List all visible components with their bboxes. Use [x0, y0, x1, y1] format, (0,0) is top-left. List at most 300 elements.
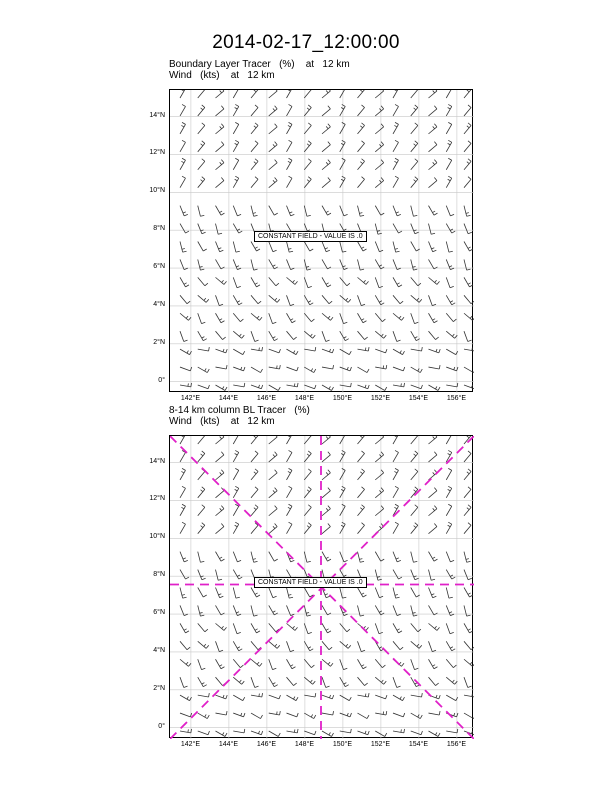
lat-tick-label: 0°: [158, 722, 165, 730]
wind-barb: [287, 641, 295, 651]
wind-barb: [393, 588, 400, 599]
wind-barb: [340, 713, 352, 717]
wind-barb: [340, 90, 346, 98]
wind-barb: [304, 713, 316, 719]
wind-barb: [216, 224, 223, 235]
wind-barb: [180, 522, 186, 534]
wind-barb: [464, 641, 474, 649]
wind-barb: [180, 641, 190, 649]
wind-barb: [216, 124, 224, 134]
wind-barb: [198, 141, 205, 152]
wind-barb: [180, 206, 188, 216]
wind-barb: [340, 383, 352, 387]
wind-barb: [446, 242, 453, 253]
wind-barb: [393, 206, 401, 216]
wind-barb: [393, 486, 399, 498]
wind-barb: [375, 659, 385, 667]
wind-barb: [322, 90, 330, 98]
wind-barb: [287, 383, 299, 387]
wind-barb: [198, 385, 210, 389]
wind-barb: [375, 470, 383, 480]
wind-barb: [287, 158, 293, 170]
wind-barb: [393, 552, 401, 562]
wind-barb: [198, 487, 205, 498]
wind-barb: [411, 605, 418, 616]
wind-barb: [393, 450, 399, 462]
wind-barb: [233, 277, 241, 287]
wind-barb: [446, 729, 458, 733]
lon-tick-label: 142°E: [180, 741, 201, 748]
wind-barb: [269, 142, 277, 152]
wind-barb: [464, 469, 471, 480]
wind-barb: [464, 105, 471, 116]
wind-barb: [269, 295, 280, 302]
wind-barb: [429, 124, 437, 134]
wind-barb: [429, 295, 437, 305]
wind-barb: [269, 711, 281, 715]
wind-barb: [340, 436, 346, 444]
wind-barb: [304, 588, 313, 598]
wind-barb: [180, 486, 186, 498]
wind-barb: [216, 623, 227, 630]
wind-barb: [269, 385, 281, 391]
wind-barb: [180, 588, 187, 599]
wind-barb: [216, 90, 224, 98]
wind-barb: [216, 524, 224, 534]
wind-barb: [375, 277, 383, 287]
wind-barb: [198, 277, 208, 285]
wind-barb: [251, 177, 258, 188]
wind-barb: [251, 385, 263, 389]
wind-barb: [180, 331, 188, 341]
wind-barb: [198, 523, 205, 534]
wind-barb: [304, 605, 311, 616]
wind-barb: [304, 347, 316, 351]
wind-barb: [411, 731, 423, 735]
wind-barb: [393, 90, 399, 98]
wind-barb: [393, 641, 403, 649]
wind-barb: [393, 158, 399, 170]
wind-barb: [429, 242, 437, 252]
wind-barb: [233, 713, 245, 717]
wind-barb: [446, 140, 452, 152]
wind-barb: [429, 623, 440, 630]
lon-tick-label: 142°E: [180, 395, 201, 402]
wind-barb: [393, 522, 399, 534]
wind-barb: [358, 505, 365, 516]
wind-barb: [375, 142, 383, 152]
wind-barb: [322, 242, 330, 252]
wind-barb: [464, 259, 471, 270]
wind-barb: [393, 367, 405, 371]
wind-barb: [340, 659, 348, 669]
wind-barb: [322, 349, 334, 353]
wind-barb: [287, 504, 293, 516]
wind-barb: [340, 623, 350, 631]
wind-barb: [304, 159, 311, 170]
wind-barb: [429, 259, 438, 269]
wind-barb: [269, 365, 281, 369]
wind-barb: [446, 436, 452, 444]
wind-barb: [322, 124, 330, 134]
wind-barb: [464, 451, 471, 462]
wind-barb: [304, 505, 311, 516]
wind-barb: [322, 206, 331, 216]
wind-barb: [216, 552, 225, 562]
wind-barb: [269, 124, 277, 134]
wind-barb: [358, 693, 370, 697]
wind-barb: [216, 488, 224, 498]
wind-barb: [216, 142, 224, 152]
lon-tick-label: 148°E: [294, 395, 315, 402]
wind-barb: [180, 659, 191, 666]
wind-barb: [304, 367, 316, 373]
lat-tick-label: 14°N: [149, 111, 165, 119]
wind-barb: [269, 605, 278, 615]
wind-barb: [269, 313, 277, 323]
wind-barb: [446, 570, 455, 580]
wind-barb: [216, 349, 228, 353]
wind-barb: [287, 486, 293, 498]
wind-barb: [233, 122, 239, 134]
wind-barb: [411, 123, 418, 134]
wind-barb: [411, 552, 418, 563]
wind-barb: [287, 176, 293, 188]
wind-barb: [251, 588, 260, 598]
wind-barb: [304, 331, 315, 338]
lon-tick-label: 150°E: [332, 741, 353, 748]
wind-barb: [322, 295, 332, 303]
wind-barb: [446, 522, 452, 534]
wind-barb: [198, 224, 206, 234]
wind-barb: [429, 452, 437, 462]
wind-barb: [322, 331, 330, 341]
wind-barb: [180, 224, 189, 234]
wind-barb: [411, 367, 423, 373]
wind-barb: [269, 349, 281, 353]
wind-barb: [464, 177, 471, 188]
wind-barb: [464, 505, 471, 516]
wind-barb: [429, 488, 437, 498]
wind-barb: [233, 486, 239, 498]
wind-barb: [411, 713, 423, 719]
wind-barb: [322, 488, 330, 498]
wind-barb: [304, 693, 316, 697]
wind-barb: [340, 367, 352, 371]
wind-barb: [358, 347, 370, 351]
wind-barb: [375, 488, 383, 498]
wind-barb: [446, 206, 454, 216]
wind-barb: [411, 313, 419, 323]
wind-barb: [251, 731, 263, 735]
panel1-wind-label: Wind: [169, 70, 192, 81]
wind-barb: [429, 385, 441, 391]
wind-barb: [322, 452, 330, 462]
wind-barb: [429, 470, 437, 480]
wind-barb: [464, 605, 471, 616]
wind-barb: [216, 588, 224, 598]
wind-barb: [251, 90, 258, 98]
wind-barb: [358, 659, 367, 669]
wind-barb: [322, 470, 330, 480]
wind-barb: [180, 277, 189, 287]
wind-barb: [411, 105, 418, 116]
wind-barb: [251, 141, 258, 152]
wind-barb: [393, 677, 401, 687]
wind-barb: [180, 122, 186, 134]
wind-barb: [322, 677, 330, 687]
wind-barb: [358, 105, 365, 116]
wind-barb: [233, 158, 239, 170]
wind-barb: [393, 436, 399, 444]
lon-tick-label: 148°E: [294, 741, 315, 748]
wind-barb: [233, 224, 242, 234]
wind-barb: [233, 729, 245, 733]
wind-barb: [233, 331, 244, 338]
wind-barb: [375, 124, 383, 134]
wind-barb: [251, 367, 263, 373]
wind-barb: [358, 277, 369, 284]
wind-barb: [464, 242, 473, 252]
lat-tick-label: 6°N: [153, 263, 165, 270]
wind-barb: [464, 713, 474, 719]
wind-barb: [180, 295, 190, 303]
wind-barb: [233, 659, 243, 667]
wind-barb: [358, 469, 365, 480]
wind-barb: [375, 178, 383, 188]
wind-barb: [287, 588, 294, 599]
wind-barb: [216, 106, 224, 116]
wind-barb: [358, 159, 365, 170]
wind-barb: [233, 140, 239, 152]
wind-barb: [393, 224, 402, 234]
wind-barb: [411, 385, 423, 389]
wind-barb: [198, 731, 210, 735]
wind-barb: [304, 259, 311, 270]
wind-barb: [304, 487, 311, 498]
wind-barb: [180, 436, 186, 444]
wind-barb: [322, 259, 331, 269]
wind-barb: [269, 452, 277, 462]
wind-barb: [429, 313, 438, 323]
wind-barb: [216, 259, 225, 269]
lon-tick-label: 150°E: [332, 395, 353, 402]
wind-barb: [446, 552, 454, 562]
wind-barb: [358, 713, 370, 719]
wind-barb: [375, 242, 383, 252]
wind-barb: [304, 295, 313, 305]
lon-tick-label: 152°E: [370, 395, 391, 402]
wind-barb: [340, 641, 351, 648]
wind-barb: [269, 178, 277, 188]
wind-barb: [429, 552, 438, 562]
wind-barb: [287, 367, 299, 371]
wind-barb: [446, 331, 457, 338]
wind-barb: [287, 522, 293, 534]
wind-barb: [358, 259, 365, 270]
wind-barb: [269, 277, 279, 285]
wind-barb: [216, 570, 223, 581]
wind-barb: [233, 176, 239, 188]
wind-barb: [446, 90, 452, 98]
wind-barb: [358, 552, 365, 563]
wind-barb: [180, 242, 187, 253]
wind-barb: [216, 470, 224, 480]
wind-barb: [233, 552, 241, 562]
wind-barb: [269, 506, 277, 516]
wind-barb: [269, 552, 278, 562]
wind-barb: [429, 659, 438, 669]
wind-barb: [358, 90, 365, 98]
wind-barb: [411, 90, 418, 98]
wind-barb: [216, 641, 224, 651]
wind-barb: [269, 677, 278, 687]
wind-barb: [375, 588, 383, 598]
wind-barb: [287, 206, 295, 216]
wind-barb: [198, 206, 205, 217]
wind-barb: [198, 159, 205, 170]
wind-barb: [411, 277, 421, 285]
wind-barb: [375, 106, 383, 116]
wind-barb: [340, 277, 350, 285]
wind-barb: [269, 206, 278, 216]
wind-barb: [251, 523, 258, 534]
wind-barb: [358, 385, 370, 389]
wind-barb: [304, 141, 311, 152]
wind-barb: [446, 367, 458, 371]
wind-barb: [216, 206, 225, 216]
wind-barb: [464, 123, 471, 134]
lat-tick-label: 2°N: [153, 338, 165, 346]
panel1-field-level: at 12 km: [305, 59, 350, 70]
wind-barb: [251, 206, 258, 217]
wind-barb: [429, 349, 441, 353]
wind-barb: [429, 506, 437, 516]
wind-barb: [287, 677, 297, 685]
wind-barb: [251, 259, 258, 270]
wind-barb: [251, 552, 258, 563]
wind-barb: [322, 623, 331, 633]
wind-barb: [269, 470, 277, 480]
wind-barb: [251, 159, 258, 170]
wind-barb: [233, 295, 242, 305]
wind-barb: [287, 104, 293, 116]
wind-barb: [411, 331, 420, 341]
wind-barb: [304, 659, 314, 667]
wind-barb: [251, 436, 258, 444]
wind-barb: [340, 468, 346, 480]
wind-barb: [446, 176, 452, 188]
wind-barb: [216, 506, 224, 516]
wind-barb: [429, 178, 437, 188]
wind-barb: [269, 106, 277, 116]
wind-barb: [464, 523, 471, 534]
wind-barb: [429, 731, 441, 737]
wind-barb: [411, 451, 418, 462]
wind-barb: [233, 588, 240, 599]
wind-barb: [304, 731, 316, 735]
wind-barb: [393, 295, 403, 303]
wind-barb: [429, 588, 437, 598]
wind-barb: [340, 158, 346, 170]
wind-barb: [358, 177, 365, 188]
wind-barb: [411, 505, 418, 516]
wind-barb: [340, 677, 349, 687]
wind-barb: [464, 295, 474, 303]
wind-barb: [251, 313, 262, 320]
panel1-wind-units: (kts): [200, 70, 220, 81]
wind-barb: [251, 242, 260, 252]
wind-barb: [411, 523, 418, 534]
wind-barb: [429, 90, 437, 98]
wind-barb: [287, 468, 293, 480]
wind-barb: [216, 160, 224, 170]
wind-barb: [304, 206, 311, 217]
wind-barb: [322, 178, 330, 188]
panel1-field-units: (%): [279, 59, 295, 70]
wind-barb: [429, 641, 437, 651]
wind-barb: [358, 331, 368, 339]
wind-barb: [464, 141, 471, 152]
wind-barb: [393, 695, 405, 701]
wind-barb: [216, 452, 224, 462]
wind-barb: [304, 313, 314, 321]
wind-barb: [216, 277, 227, 284]
wind-barb: [287, 242, 294, 253]
wind-barb: [233, 367, 245, 371]
wind-barb: [233, 436, 239, 444]
wind-barb: [287, 659, 296, 669]
wind-barb: [251, 693, 263, 697]
wind-barb: [411, 242, 420, 252]
wind-barb: [446, 277, 454, 287]
wind-barb: [358, 641, 366, 651]
wind-barb: [322, 695, 334, 699]
wind-barb: [304, 523, 311, 534]
wind-barb: [464, 367, 474, 373]
wind-barb: [446, 659, 456, 667]
wind-barb: [287, 90, 293, 98]
wind-barb: [304, 242, 313, 252]
wind-barb: [304, 177, 311, 188]
wind-barb: [358, 295, 366, 305]
wind-barb: [287, 729, 299, 733]
wind-barb: [233, 450, 239, 462]
panel1-wind-level: at 12 km: [230, 70, 275, 81]
wind-barb: [375, 552, 384, 562]
wind-barb: [375, 436, 383, 444]
wind-barb: [322, 552, 331, 562]
panel1-wind-title: [169, 70, 275, 81]
wind-barb: [269, 331, 278, 341]
wind-barb: [393, 383, 405, 387]
wind-barb: [233, 623, 241, 633]
wind-barb: [304, 123, 311, 134]
constant-field-label: CONSTANT FIELD - VALUE IS .0: [254, 577, 367, 588]
wind-barb: [464, 693, 474, 697]
wind-barb: [180, 383, 192, 387]
wind-barb: [429, 160, 437, 170]
wind-barb: [251, 623, 260, 633]
wind-barb: [216, 295, 224, 305]
wind-barb: [375, 295, 384, 305]
wind-barb: [233, 383, 245, 387]
lon-tick-label: 154°E: [408, 395, 429, 402]
lat-tick-label: 0°: [158, 376, 165, 384]
panel2-wind-units: (kts): [200, 416, 220, 427]
wind-barb: [180, 713, 192, 717]
wind-barb: [411, 295, 422, 302]
